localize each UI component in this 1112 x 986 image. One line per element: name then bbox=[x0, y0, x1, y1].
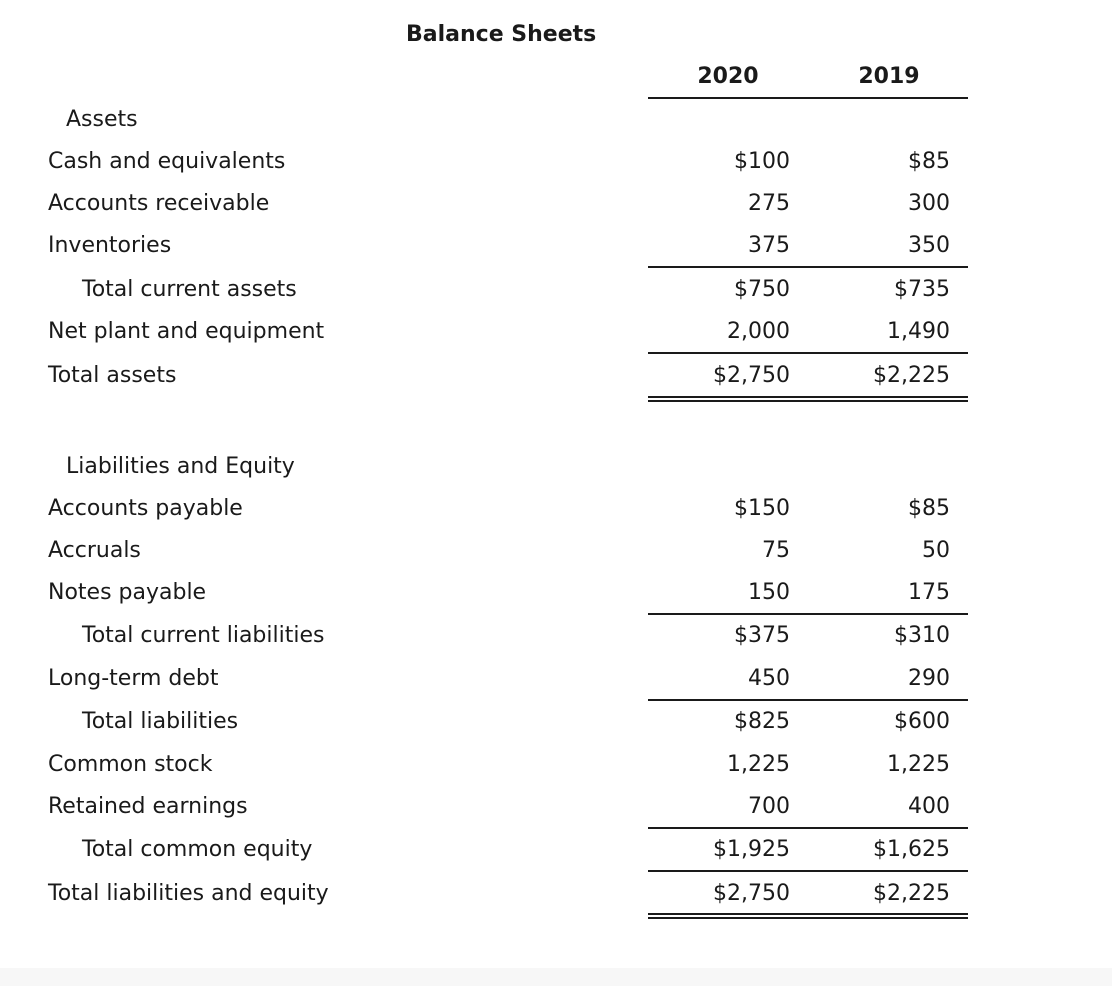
table-row bbox=[0, 231, 1112, 261]
value-2019: $735 bbox=[894, 277, 950, 302]
row-label: Notes payable bbox=[48, 580, 207, 605]
value-2019: 1,490 bbox=[887, 319, 950, 344]
column-header-2020: 2020 bbox=[697, 64, 759, 89]
subtotal-rule bbox=[648, 352, 968, 354]
row-label: Net plant and equipment bbox=[48, 319, 325, 344]
value-2019: 175 bbox=[908, 580, 950, 605]
value-2020: 375 bbox=[748, 233, 790, 258]
value-2020: 150 bbox=[748, 580, 790, 605]
value-2020: $100 bbox=[734, 149, 790, 174]
value-2020: 700 bbox=[748, 794, 790, 819]
subtotal-rule bbox=[648, 699, 968, 701]
value-2019: 1,225 bbox=[887, 752, 950, 777]
value-2020: 275 bbox=[748, 191, 790, 216]
row-label: Total assets bbox=[48, 363, 177, 388]
section-heading-liabilities bbox=[0, 452, 1112, 482]
table-row bbox=[0, 147, 1112, 177]
page-title: Balance Sheets bbox=[406, 22, 597, 47]
value-2020: 75 bbox=[762, 538, 790, 563]
row-label: Accounts receivable bbox=[48, 191, 270, 216]
row-label: Total liabilities and equity bbox=[48, 881, 329, 906]
table-row bbox=[0, 189, 1112, 219]
table-row bbox=[0, 536, 1112, 566]
table-row bbox=[0, 664, 1112, 694]
table-row-subtotal bbox=[0, 275, 1112, 305]
row-label: Common stock bbox=[48, 752, 213, 777]
value-2019: 400 bbox=[908, 794, 950, 819]
subtotal-rule bbox=[648, 266, 968, 268]
value-2019: $85 bbox=[908, 496, 950, 521]
value-2019: $1,625 bbox=[873, 837, 950, 862]
row-label: Cash and equivalents bbox=[48, 149, 286, 174]
table-row bbox=[0, 750, 1112, 780]
total-double-rule bbox=[648, 396, 968, 402]
value-2019: $85 bbox=[908, 149, 950, 174]
value-2019: 290 bbox=[908, 666, 950, 691]
table-row-total bbox=[0, 361, 1112, 391]
row-label: Total current liabilities bbox=[82, 623, 325, 648]
row-label: Inventories bbox=[48, 233, 172, 258]
subtotal-rule bbox=[648, 827, 968, 829]
column-header-2019: 2019 bbox=[858, 64, 920, 89]
table-row-total bbox=[0, 879, 1112, 909]
value-2019: $600 bbox=[894, 709, 950, 734]
value-2020: $2,750 bbox=[713, 881, 790, 906]
value-2020: $2,750 bbox=[713, 363, 790, 388]
value-2020: $750 bbox=[734, 277, 790, 302]
row-label: Accruals bbox=[48, 538, 141, 563]
table-row-subtotal bbox=[0, 621, 1112, 651]
value-2020: 2,000 bbox=[727, 319, 790, 344]
value-2019: 300 bbox=[908, 191, 950, 216]
table-row bbox=[0, 578, 1112, 608]
total-double-rule bbox=[648, 913, 968, 919]
row-label: Accounts payable bbox=[48, 496, 243, 521]
table-row bbox=[0, 792, 1112, 822]
section-heading-label: Liabilities and Equity bbox=[66, 454, 295, 479]
value-2020: $1,925 bbox=[713, 837, 790, 862]
row-label: Total common equity bbox=[82, 837, 313, 862]
value-2020: $825 bbox=[734, 709, 790, 734]
row-label: Total liabilities bbox=[82, 709, 239, 734]
page-bottom-band bbox=[0, 968, 1112, 986]
table-row bbox=[0, 317, 1112, 347]
row-label: Long-term debt bbox=[48, 666, 219, 691]
value-2019: $2,225 bbox=[873, 881, 950, 906]
value-2020: $150 bbox=[734, 496, 790, 521]
value-2020: $375 bbox=[734, 623, 790, 648]
row-label: Retained earnings bbox=[48, 794, 248, 819]
subtotal-rule bbox=[648, 613, 968, 615]
value-2020: 450 bbox=[748, 666, 790, 691]
table-row-subtotal bbox=[0, 707, 1112, 737]
row-label: Total current assets bbox=[82, 277, 297, 302]
subtotal-rule bbox=[648, 870, 968, 872]
value-2019: 50 bbox=[922, 538, 950, 563]
header-rule bbox=[648, 97, 968, 99]
value-2019: 350 bbox=[908, 233, 950, 258]
value-2020: 1,225 bbox=[727, 752, 790, 777]
value-2019: $310 bbox=[894, 623, 950, 648]
table-row bbox=[0, 494, 1112, 524]
section-heading-label: Assets bbox=[66, 107, 138, 132]
table-row-subtotal bbox=[0, 835, 1112, 865]
section-heading-assets bbox=[0, 105, 1112, 135]
value-2019: $2,225 bbox=[873, 363, 950, 388]
